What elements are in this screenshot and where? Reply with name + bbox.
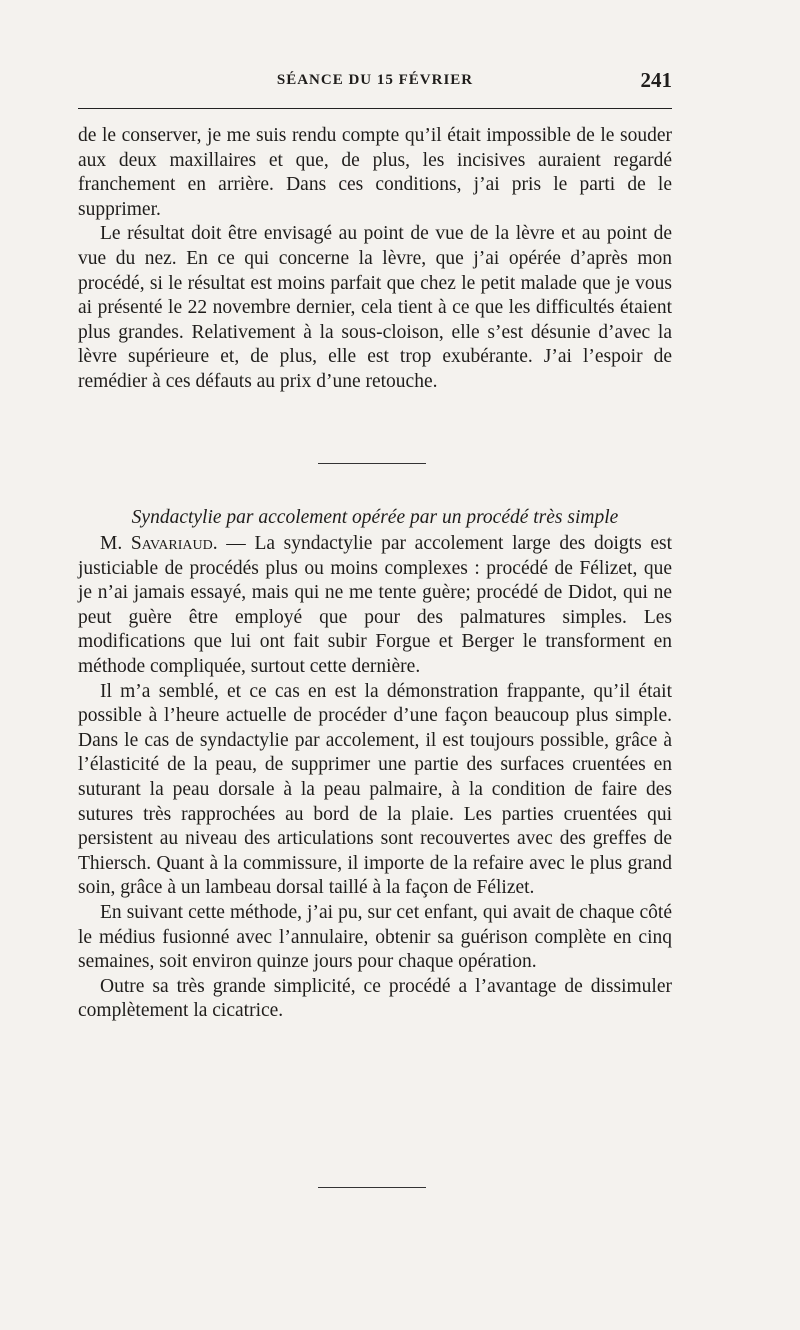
paragraph: En suivant cette méthode, j’ai pu, sur cet enfant, qui avait de chaque côté le médius fusionné avec l’annulaire, obtenir sa guérison complète en cinq semaines, soit environ quinze jours pour chaque opération.	[78, 901, 672, 973]
paragraph	[78, 532, 672, 680]
paragraph-text: — La syndactylie par accolement large des doigts est justiciable de procédés plus ou moins complexes : procédé de Félizet, que je n’ai jamais essayé, mais qui ne me tente guère; procédé de Didot, qui ne peut guère être employé que pour des palmatures simples. Les modifications que lui ont fait subir Forgue et Berger le transforment en méthode compliquée, surtout cette dernière.	[78, 533, 672, 677]
header-rule	[78, 108, 672, 109]
running-header	[78, 68, 672, 96]
text-block-top	[78, 124, 672, 395]
paragraph: Outre sa très grande simplicité, ce procédé a l’avantage de dissimuler complètement la cicatrice.	[78, 975, 672, 1022]
section-title: Syndactylie par accolement opérée par un procédé très simple	[131, 507, 619, 528]
running-title: SÉANCE DU 15 FÉVRIER	[276, 72, 474, 88]
paragraph: Il m’a semblé, et ce cas en est la démonstration frappante, qu’il était possible à l’heure actuelle de procéder d’une façon beaucoup plus simple. Dans le cas de syndactylie par accolement, il est toujours possible, grâce à l’élasticité de la peau, de supprimer une partie des surfaces cruentées en suturant la peau dorsale à la peau palmaire, à la condition de faire des sutures très rapprochées au bord de la plaie. Les parties cruentées qui persistent au niveau des articulations sont recouvertes avec des greffes de Thiersch. Quant à la commissure, il importe de la refaire avec le plus grand soin, grâce à un lambeau dorsal taillé à la façon de Félizet.	[78, 680, 672, 899]
text-block-section	[78, 532, 672, 1024]
section-divider	[318, 463, 426, 464]
page-number: 241	[640, 68, 672, 92]
end-divider	[318, 1187, 426, 1188]
paragraph: Le résultat doit être envisagé au point de vue de la lèvre et au point de vue du nez. En ce qui concerne la lèvre, que j’ai opérée d’après mon procédé, si le résultat est moins parfait que chez le petit malade que je vous ai présenté le 22 novembre dernier, cela tient à ce que les difficultés étaient plus grandes. Relativement à la sous-cloison, elle s’est désunie d’avec la lèvre supérieure et, de plus, elle est trop exubérante. J’ai l’espoir de remédier à ces défauts au prix d’une retouche.	[78, 223, 672, 392]
speaker-name: M. Savariaud.	[100, 533, 218, 554]
paragraph: de le conserver, je me suis rendu compte qu’il était impossible de le souder aux deux maxillaires et que, de plus, les incisives auraient regardé franchement en arrière. Dans ces conditions, j’ai pris le parti de le supprimer.	[78, 125, 672, 220]
